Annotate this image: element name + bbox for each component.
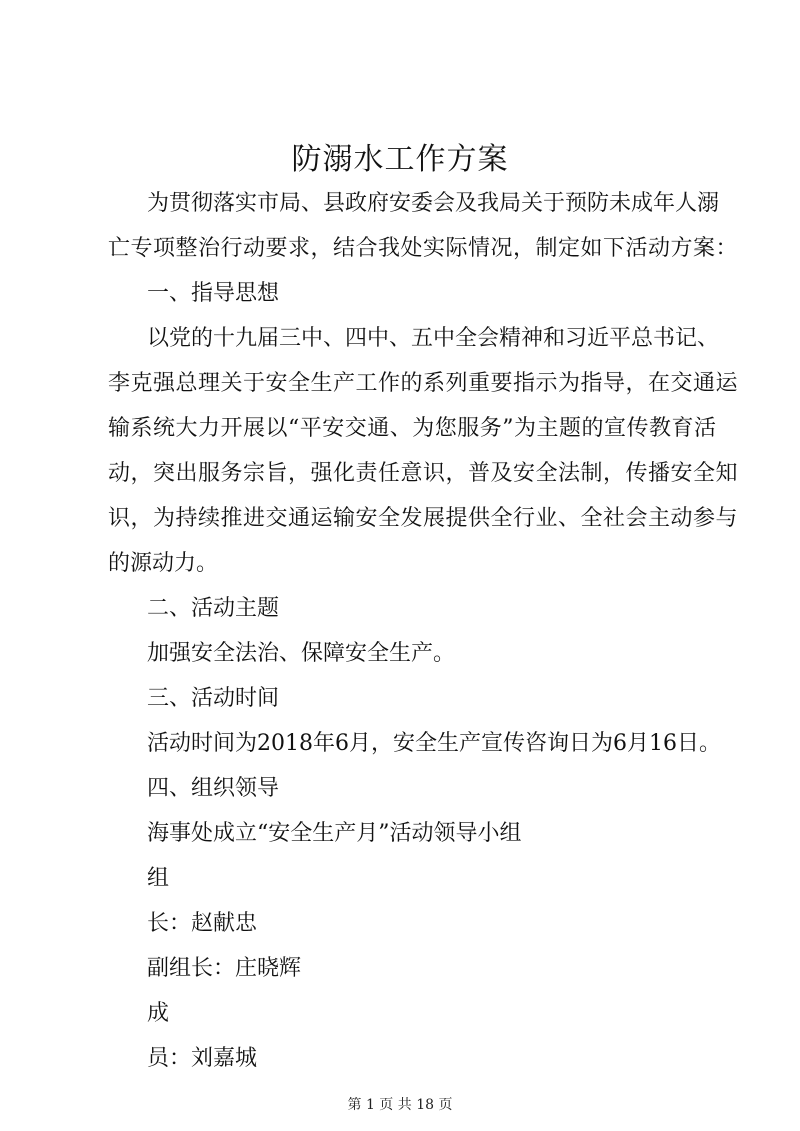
paragraph-line: 成 (147, 1001, 170, 1026)
paragraph-line: 组 (147, 866, 170, 891)
paragraph-line: 海事处成立“安全生产月”活动领导小组 (147, 821, 522, 846)
paragraph-line: 李克强总理关于安全生产工作的系列重要指示为指导，在交通运 (108, 371, 739, 396)
paragraph-line: 加强安全法治、保障安全生产。 (147, 641, 456, 666)
paragraph-line: 员：刘嘉城 (147, 1046, 258, 1071)
paragraph-line: 副组长：庄晓辉 (147, 956, 302, 981)
section-heading: 三、活动时间 (147, 686, 280, 711)
document-title: 防溺水工作方案 (291, 142, 509, 177)
section-heading: 一、指导思想 (147, 281, 280, 306)
paragraph-line: 的源动力。 (108, 551, 219, 576)
paragraph-line: 以党的十九届三中、四中、五中全会精神和习近平总书记、 (147, 326, 720, 351)
section-heading: 二、活动主题 (147, 596, 280, 621)
paragraph-line: 输系统大力开展以“平安交通、为您服务”为主题的宣传教育活 (108, 416, 717, 441)
section-heading: 四、组织领导 (147, 776, 280, 801)
paragraph-line: 动，突出服务宗旨，强化责任意识，普及安全法制，传播安全知 (108, 461, 739, 486)
paragraph-line: 亡专项整治行动要求，结合我处实际情况，制定如下活动方案： (108, 236, 739, 261)
page-number-footer: 第 1 页 共 18 页 (347, 1097, 453, 1113)
paragraph-line: 为贯彻落实市局、县政府安委会及我局关于预防未成年人溺 (147, 191, 720, 216)
paragraph-line: 长：赵献忠 (147, 911, 258, 936)
paragraph-line: 识，为持续推进交通运输安全发展提供全行业、全社会主动参与 (108, 506, 739, 531)
paragraph-line: 活动时间为2018年6月，安全生产宣传咨询日为6月16日。 (147, 731, 721, 756)
